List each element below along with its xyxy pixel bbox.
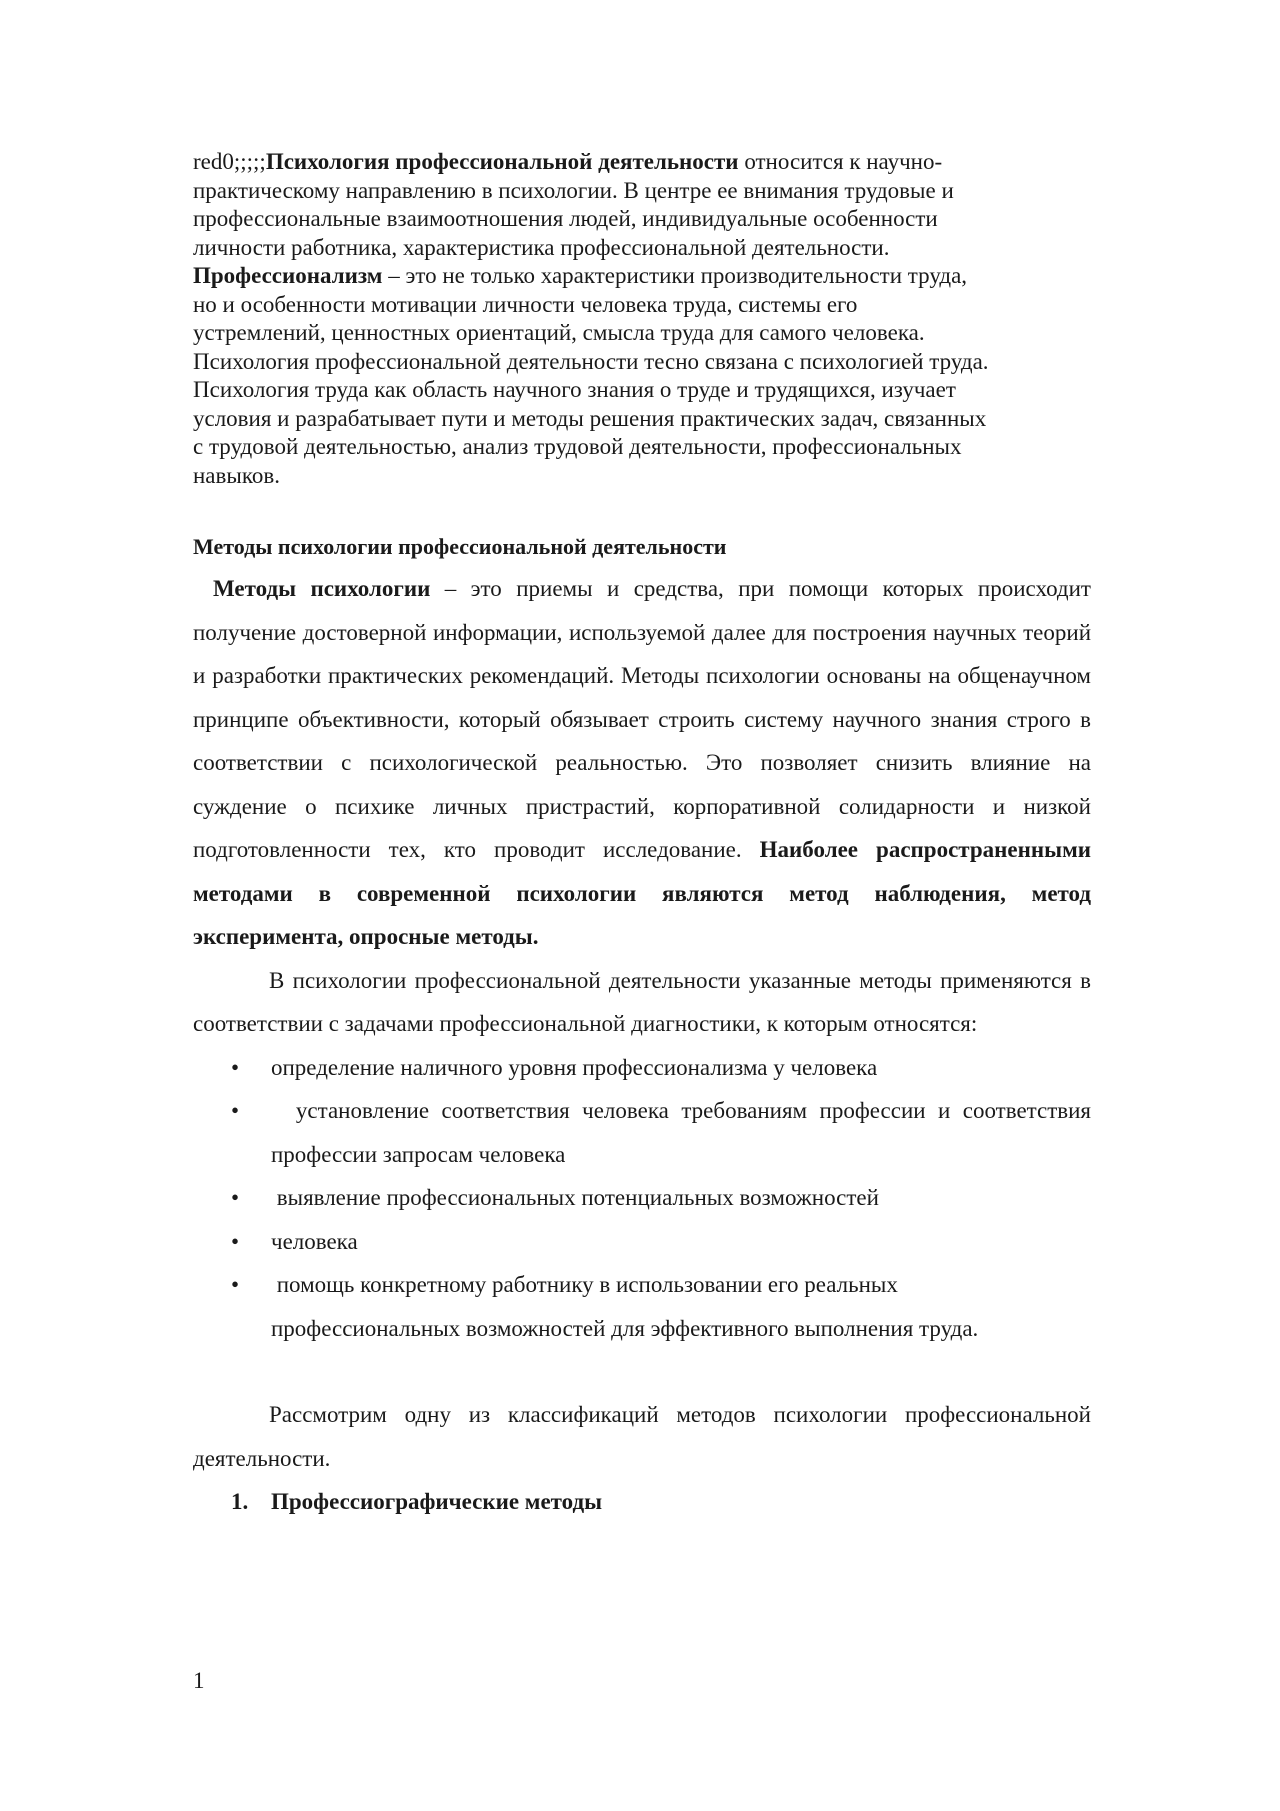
bullet-icon: • — [231, 1185, 240, 1210]
intro-line-9: Психология труда как область научного знания о труде и трудящихся, изучает — [193, 377, 956, 402]
classification-paragraph: Рассмотрим одну из классификаций методов психологии профессиональной деятельности. — [193, 1402, 1091, 1471]
intro-term-professionalism: Профессионализм — [193, 263, 383, 288]
list-item — [193, 1176, 1091, 1220]
intro-line-8: Психология профессиональной деятельности тесно связана с психологией труда. — [193, 348, 989, 374]
spacer — [193, 1350, 1091, 1393]
intro-line-12: навыков. — [193, 462, 280, 488]
list-item-text: определение наличного уровня профессионализма у человека — [271, 1054, 878, 1080]
numbered-item-number: 1. — [231, 1489, 249, 1514]
intro-line-11: с трудовой деятельностью, анализ трудовой деятельности, профессиональных — [193, 434, 962, 459]
list-item — [193, 1089, 1097, 1176]
intro-line-4: личности работника, характеристика профессиональной деятельности. — [193, 234, 890, 260]
bullet-icon: • — [231, 1054, 240, 1080]
methods-bold-tail: Наиболее распространенными методами в современной психологии являются метод наблюдения, метод эксперимента, опросные методы. — [193, 837, 1091, 949]
methods-term: Методы психологии — [213, 576, 431, 601]
bullet-icon: • — [231, 1228, 240, 1254]
page-number: 1 — [193, 1668, 205, 1693]
intro-line-10: условия и разрабатывает пути и методы решения практических задач, связанных — [193, 405, 987, 431]
list-item-text: помощь конкретному работнику в использовании его реальных профессиональных возможностей для эффективного выполнения труда. — [271, 1272, 979, 1341]
methods-heading: Методы психологии профессиональной деятельности — [193, 534, 727, 559]
numbered-item-label: Профессиографические методы — [271, 1489, 603, 1514]
intro-prefix: red0;;;;; — [193, 149, 266, 174]
list-item — [193, 1046, 1091, 1090]
list-item — [193, 1263, 1091, 1350]
intro-line-7: устремлений, ценностных ориентаций, смысла труда для самого человека. — [193, 320, 925, 345]
intro-line-2: практическому направлению в психологии. В центре ее внимания трудовые и — [193, 177, 954, 203]
methods-text: – это приемы и средства, при помощи которых происходит получение достоверной информации, используемой далее для построения научных теорий и разработки практических рекомендаций. Методы психологии основаны на общенаучном принципе объективности, который обязывает строить систему научного знания строго в соответствии с психологической реальностью. Это позволяет снизить влияние на суждение о психике личных пристрастий, корпоративной солидарности и низкой подготовленности тех, кто проводит исследование. — [193, 576, 1091, 862]
intro-line-5 — [193, 262, 1091, 291]
intro-paragraph — [193, 148, 1091, 490]
page-content — [193, 148, 1097, 1524]
list-item-text: установление соответствия человека требованиям профессии и соответствия профессии запросам человека — [271, 1098, 1097, 1167]
bullet-icon: • — [231, 1098, 240, 1123]
diagnostics-list — [193, 1046, 1097, 1351]
bullet-icon: • — [231, 1272, 240, 1297]
intro-line-3: профессиональные взаимоотношения людей, индивидуальные особенности — [193, 206, 938, 231]
intro-term-psychology: Психология профессиональной деятельности — [265, 149, 739, 174]
intro-line-1-rest: относится к научно- — [738, 149, 943, 174]
methods-paragraph — [193, 567, 1091, 959]
intro-line-5-rest: – это не только характеристики производительности труда, — [382, 263, 968, 288]
list-item-text: выявление профессиональных потенциальных возможностей — [271, 1185, 879, 1210]
list-item — [193, 1220, 1091, 1264]
application-paragraph: В психологии профессиональной деятельности указанные методы применяются в соответствии с задачами профессиональной диагностики, к которым относятся: — [193, 967, 1091, 1036]
intro-line-1 — [193, 148, 1091, 177]
numbered-item — [193, 1480, 1091, 1524]
intro-line-6: но и особенности мотивации личности человека труда, системы его — [193, 291, 858, 317]
list-item-text: человека — [271, 1228, 358, 1254]
